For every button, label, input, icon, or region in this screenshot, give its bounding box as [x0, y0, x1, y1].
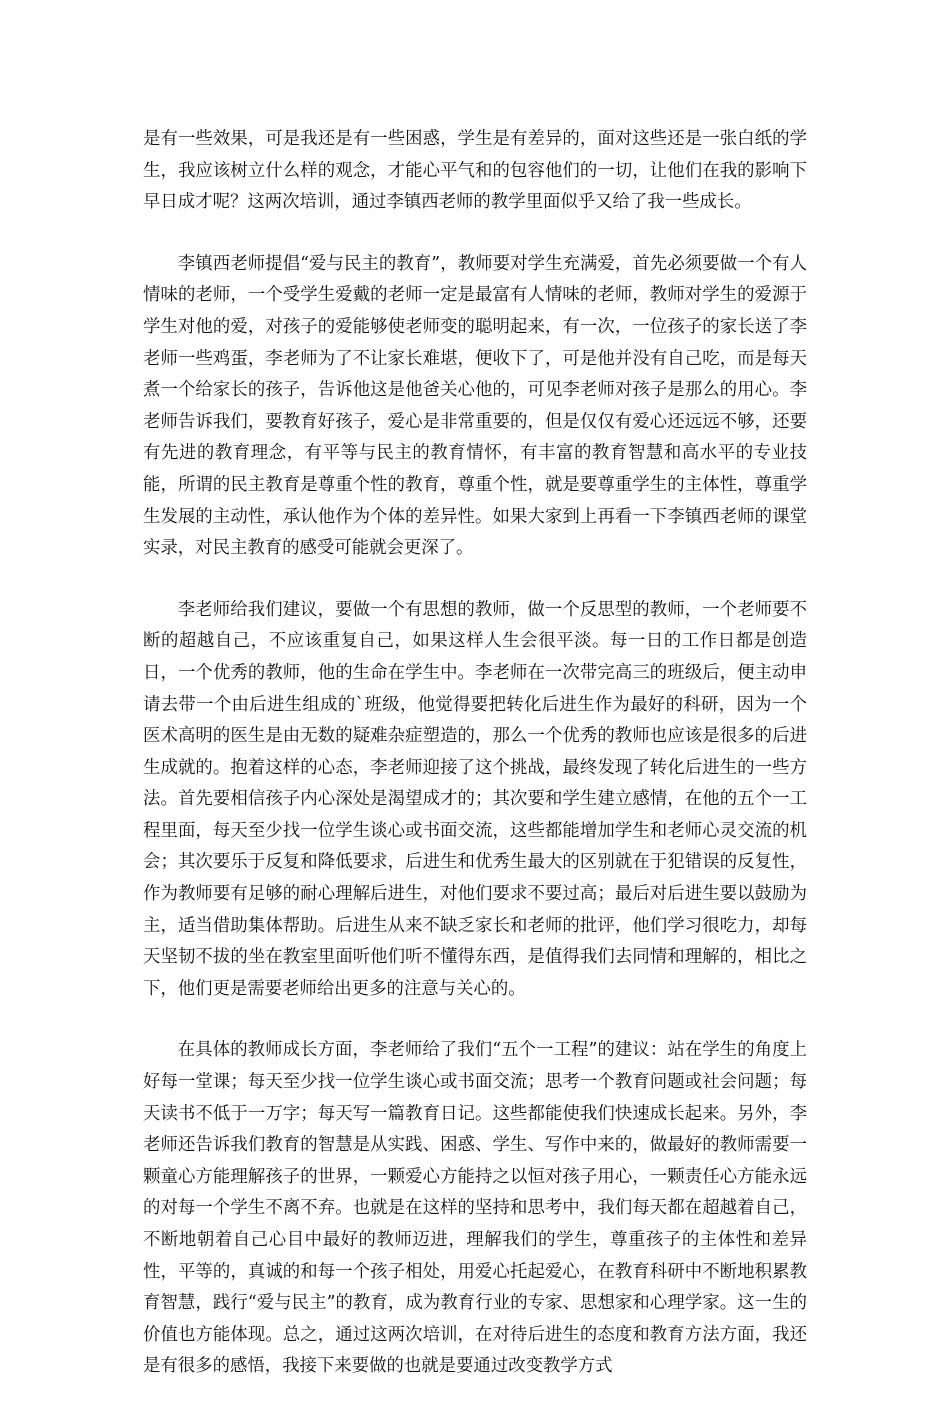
paragraph-teacher-growth: 在具体的教师成长方面，李老师给了我们“五个一工程”的建议：站在学生的角度上好每一堂课；每天至少找一位学生谈心或书面交流；思考一个教育问题或社会问题；每天读书不低于一万字；每天写一篇教育日记。这些都能使我们快速成长起来。另外，李老师还告诉我们教育的智慧是从实践、困惑、学生、写作中来的，做最好的教师需要一颗童心方能理解孩子的世界，一颗爱心方能持之以恒对孩子用心，一颗责任心方能永远的对每一个学生不离不弃。也就是在这样的坚持和思考中，我们每天都在超越着自己，不断地朝着自己心目中最好的教师迈进，理解我们的学生，尊重孩子的主体性和差异性，平等的，真诚的和每一个孩子相处，用爱心托起爱心，在教育科研中不断地积累教育智慧，践行“爱与民主”的教育，成为教育行业的专家、思想家和心理学家。这一生的价值也方能体现。总之，通过这两次培训，在对待后进生的态度和教育方法方面，我还是有很多的感悟，我接下来要做的也就是要通过改变教学方式	[143, 1040, 807, 1377]
paragraph-democratic-education: 李镇西老师提倡“爱与民主的教育”，教师要对学生充满爱，首先必须要做一个有人情味的老师，一个受学生爱戴的老师一定是最富有人情味的老师，教师对学生的爱源于学生对他的爱，对孩子的爱能够使老师变的聪明起来，有一次，一位孩子的家长送了李老师一些鸡蛋，李老师为了不让家长难堪，便收下了，可是他并没有自己吃，而是每天煮一个给家长的孩子，告诉他这是他爸关心他的，可见李老师对孩子是那么的用心。李老师告诉我们，要教育好孩子，爱心是非常重要的，但是仅仅有爱心还远远不够，还要有先进的教育理念，有平等与民主的教育情怀，有丰富的教育智慧和高水平的专业技能，所谓的民主教育是尊重个性的教育，尊重个性，就是要尊重学生的主体性，尊重学生发展的主动性，承认他作为个体的差异性。如果大家到上再看一下李镇西老师的课堂实录，对民主教育的感受可能就会更深了。	[143, 253, 807, 559]
paragraph-reflective-teacher: 李老师给我们建议，要做一个有思想的教师，做一个反思型的教师，一个老师要不断的超越自己，不应该重复自己，如果这样人生会很平淡。每一日的工作日都是创造日，一个优秀的教师，他的生命在学生中。李老师在一次带完高三的班级后，便主动申请去带一个由后进生组成的`班级，他觉得要把转化后进生作为最好的科研，因为一个医术高明的医生是由无数的疑难杂症塑造的，那么一个优秀的教师也应该是很多的后进生成就的。抱着这样的心态，李老师迎接了这个挑战，最终发现了转化后进生的一些方法。首先要相信孩子内心深处是渴望成才的；其次要和学生建立感情，在他的五个一工程里面，每天至少找一位学生谈心或书面交流，这些都能增加学生和老师心灵交流的机会；其次要乐于反复和降低要求，后进生和优秀生最大的区别就在于犯错误的反复性，作为教师要有足够的耐心理解后进生，对他们要求不要过高；最后对后进生要以鼓励为主，适当借助集体帮助。后进生从来不缺乏家长和老师的批评，他们学习很吃力，却每天坚韧不拔的坐在教室里面听他们听不懂得东西，是值得我们去同情和理解的，相比之下，他们更是需要老师给出更多的注意与关心的。	[143, 599, 807, 999]
paragraph-continuation: 是有一些效果，可是我还是有一些困惑，学生是有差异的，面对这些还是一张白纸的学生，我应该树立什么样的观念，才能心平气和的包容他们的一切，让他们在我的影响下早日成才呢？这两次培训，通过李镇西老师的教学里面似乎又给了我一些成长。	[143, 129, 807, 213]
document-page	[143, 124, 807, 1413]
